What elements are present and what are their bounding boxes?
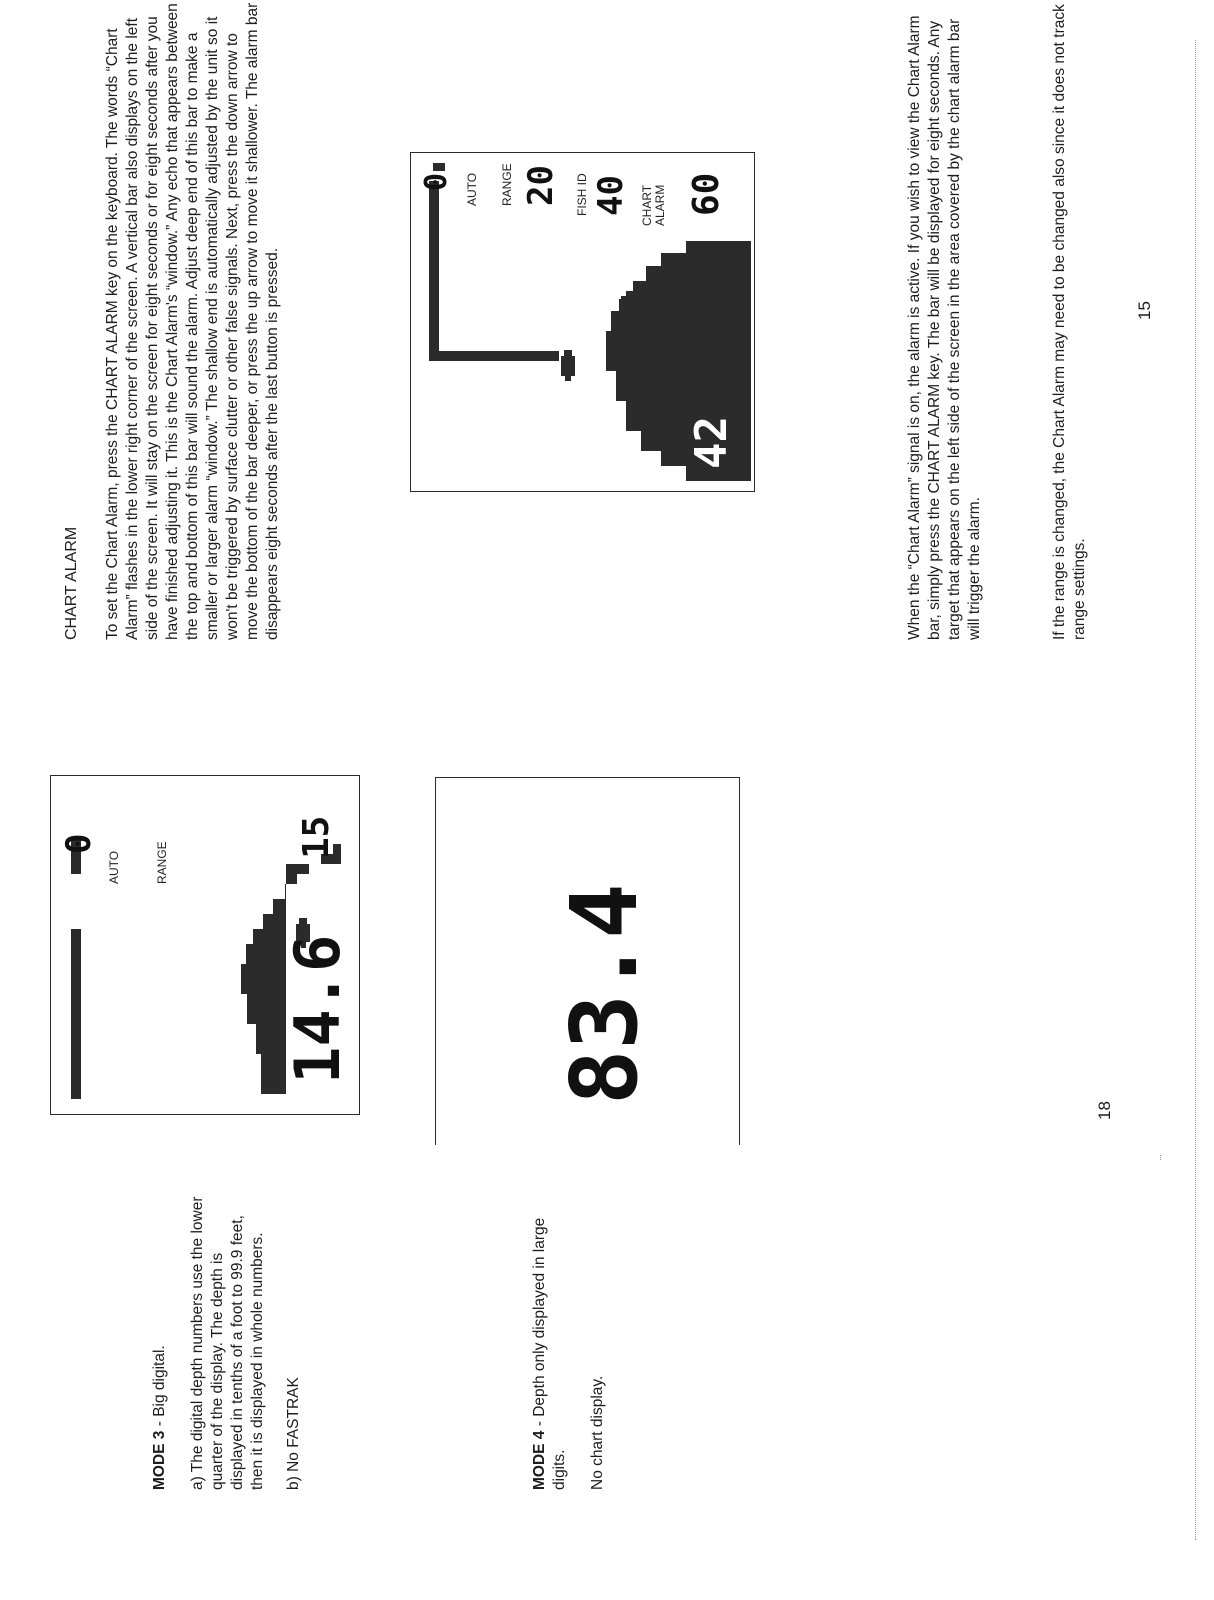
chart-alarm-label: CHART ALARM [640,184,667,226]
chart-alarm-paragraph-3: If the range is changed, the Chart Alarm may need to be changed also since it does not track range settings. [1051,4,1088,640]
mode3-depth-readout: 14.6 [281,934,354,1084]
mode4-depth-readout: 83.4 [551,883,658,1105]
chart-alarm-top-digit: 0 [419,172,454,191]
mode3-item-a: a) The digital depth numbers use the lower quarter of the display. The depth is displayed in tenths of a foot to 99.9 feet, then it is displayed in whole numbers. [189,1196,266,1490]
chart-alarm-lcd-display [410,152,755,492]
mode3-range-value: 15 [296,815,337,859]
fish-id-label: FISH ID [575,173,589,216]
scan-edge-line [1195,40,1196,1540]
fish-icon-small [561,350,575,381]
alarm-bar-side [429,351,559,361]
mode3-heading: MODE 3 - Big digital. [151,1345,168,1490]
surface-bar-gap [71,874,81,929]
mode4-note: No chart display. [589,1375,606,1490]
mode3-auto-label: AUTO [107,850,121,884]
mode3-text [150,1190,304,1490]
alarm-bar-top [429,181,439,361]
chart-alarm-range-value: 20 [521,165,561,206]
mode4-lcd-display [435,777,740,1145]
mode3-top-digit: 0 [59,833,99,854]
chart-alarm-heading: CHART ALARM [63,526,80,640]
mode3-range-label: RANGE [155,841,169,884]
chart-alarm-value: 60 [686,172,727,216]
mode4-text [530,1190,608,1490]
page-number-left: 18 [1095,1101,1114,1120]
mode3-item-b: b) No FASTRAK [285,1377,302,1490]
page-number-right: 15 [1135,301,1154,320]
chart-alarm-range-label: RANGE [500,163,514,206]
surface-mark [433,163,445,171]
mode4-heading: MODE 4 - Depth only displayed in large digits. [531,1217,568,1490]
chart-alarm-paragraph-1: To set the Chart Alarm, press the CHART ALARM key on the keyboard. The words “Chart Alarm” flashes in the lower right corner of the screen. A vertical bar also displays on the left side of the screen. It will stay on the screen for eight seconds or for eight seconds after you have finished adjusting it. This is the Chart Alarm's “window.” Any echo that appears between the top and bottom of this bar will sound the alarm. Adjust deep end of this bar to make a smaller or larger alarm “window.” The shallow end is automatically adjusted by the unit so it won't be triggered by surface clutter or other false signals. Next, press the down arrow to move the bottom of the bar deeper, or press the up arrow to move it shallower. The alarm bar disappears eight seconds after the last button is pressed. [104,2,281,640]
mode3-lcd-display [50,775,360,1115]
fold-mark [1160,1155,1161,1160]
chart-alarm-paragraph-2: When the “Chart Alarm” signal is on, the alarm is active. If you wish to view the Chart Alarm bar, simply press the CHART ALARM key. The bar will be displayed for eight seconds. Any target that appears on the left side of the screen in the area covered by the chart alarm bar will trigger the alarm. [906,15,983,640]
chart-alarm-depth-readout: 42 [686,416,737,469]
fish-id-value: 40 [591,175,631,216]
chart-alarm-auto-label: AUTO [465,172,479,206]
